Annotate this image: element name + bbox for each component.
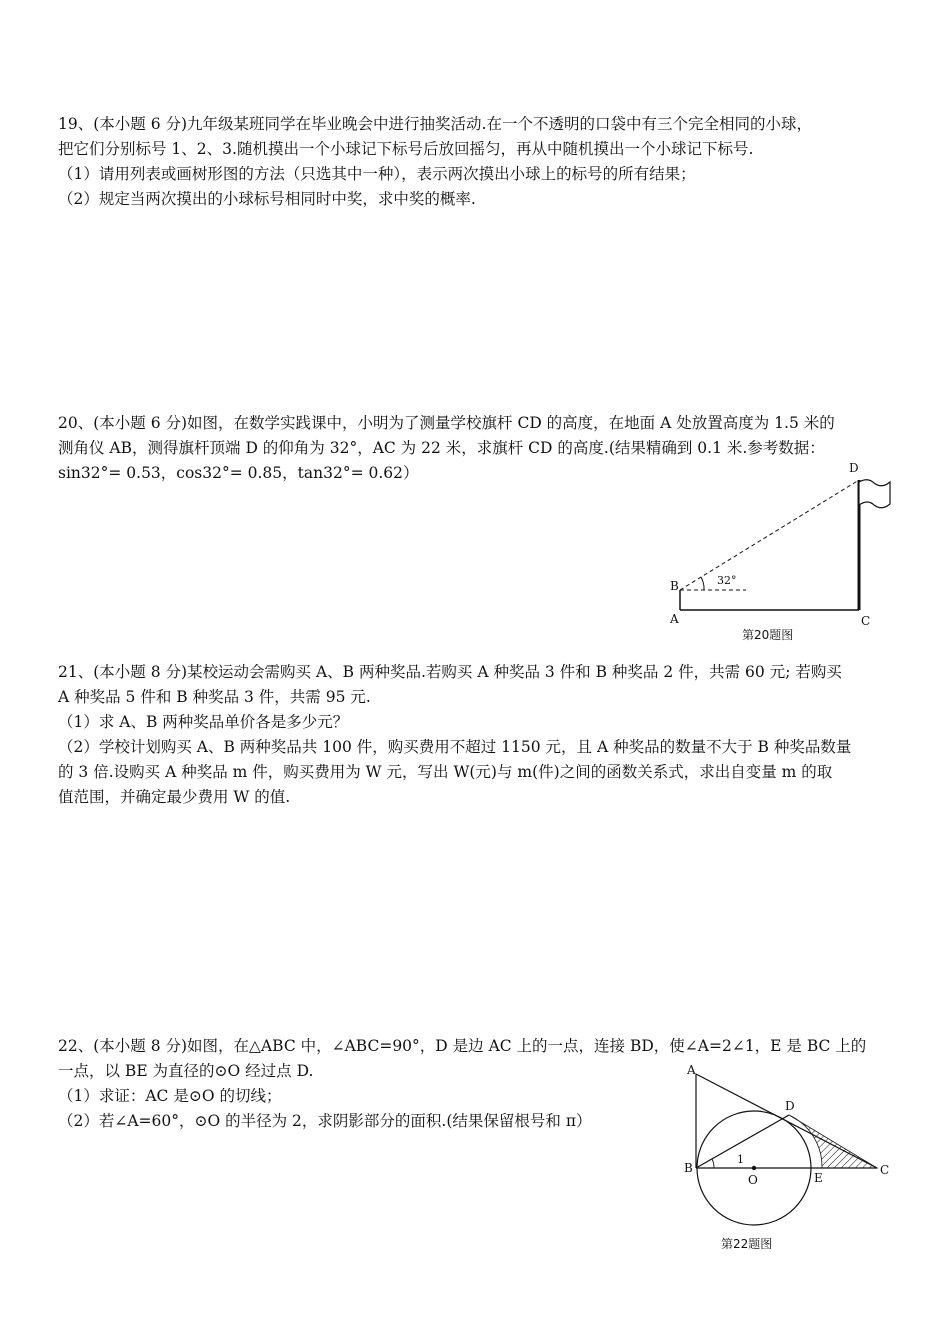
angle-1-label: 1 (737, 1153, 744, 1166)
angle-1-arc (712, 1159, 714, 1168)
q21-line: 值范围，并确定最少费用 W 的值. (58, 788, 291, 806)
figure-22 (675, 1058, 905, 1263)
angle-arc (701, 577, 704, 590)
center-point-o (752, 1166, 756, 1170)
q21-line: A 种奖品 5 件和 B 种奖品 3 件，共需 95 元. (58, 688, 371, 706)
point-c-label: C (880, 1163, 890, 1177)
q20-line: 测角仪 AB，测得旗杆顶端 D 的仰角为 32°，AC 为 22 米，求旗杆 CD 的高度.(结果精确到 0.1 米.参考数据： (58, 439, 825, 457)
sight-line-bd (680, 480, 859, 590)
q22-part1: （1）求证：AC 是⊙O 的切线； (58, 1087, 282, 1105)
segment-ac (696, 1074, 877, 1168)
figure-22-caption: 第22题图 (721, 1237, 773, 1251)
point-a-label: A (687, 1063, 696, 1077)
q21-line: 的 3 倍.设购买 A 种奖品 m 件，购买费用为 W 元，写出 W(元)与 m(件)之间的函数关系式，求出自变量 m 的取 (58, 763, 833, 781)
point-c-label: C (861, 614, 871, 628)
shaded-region (789, 1115, 877, 1168)
q19-part1: （1）请用列表或画树形图的方法（只选其中一种），表示两次摸出小球上的标号的所有结果； (58, 165, 696, 183)
q22-line: 一点，以 BE 为直径的⊙O 经过点 D. (58, 1062, 314, 1080)
point-b-label: B (684, 1161, 693, 1175)
q20-line: 20、(本小题 6 分)如图，在数学实践课中，小明为了测量学校旗杆 CD 的高度，在地面 A 处放置高度为 1.5 米的 (58, 414, 835, 432)
q20-line: sin32°= 0.53，cos32°= 0.85，tan32°= 0.62） (58, 464, 419, 482)
point-o-label: O (748, 1173, 758, 1187)
angle-label: 32° (717, 574, 737, 587)
q22-part2: （2）若∠A=60°，⊙O 的半径为 2，求阴影部分的面积.(结果保留根号和 π） (58, 1112, 592, 1130)
q19-part2: （2）规定当两次摸出的小球标号相同时中奖，求中奖的概率. (58, 190, 476, 208)
figure-20-caption: 第20题图 (742, 628, 794, 642)
q22-line: 22、(本小题 8 分)如图，在△ABC 中，∠ABC=90°，D 是边 AC 上的一点，连接 BD，使∠A=2∠1，E 是 BC 上的 (58, 1037, 867, 1055)
q19-line: 把它们分别标号 1、2、3.随机摸出一个小球记下标号后放回摇匀，再从中随机摸出一个小球记下标号. (58, 140, 754, 158)
q21-part1: （1）求 A、B 两种奖品单价各是多少元？ (58, 713, 349, 731)
q21-line: 21、(本小题 8 分)某校运动会需购买 A、B 两种奖品.若购买 A 种奖品 3 件和 B 种奖品 2 件，共需 60 元; 若购买 (58, 663, 842, 681)
point-d-label: D (849, 461, 859, 475)
point-e-label: E (814, 1171, 823, 1185)
point-a-label: A (670, 612, 679, 626)
point-b-label: B (670, 579, 679, 593)
point-d-label: D (785, 1099, 795, 1113)
flag-icon (859, 480, 890, 508)
q19-line: 19、(本小题 6 分)九年级某班同学在毕业晚会中进行抽奖活动.在一个不透明的口袋中有三个完全相同的小球， (58, 115, 812, 133)
figure-20 (660, 455, 905, 650)
q21-part2: （2）学校计划购买 A、B 两种奖品共 100 件，购买费用不超过 1150 元，且 A 种奖品的数量不大于 B 种奖品数量 (58, 738, 852, 756)
